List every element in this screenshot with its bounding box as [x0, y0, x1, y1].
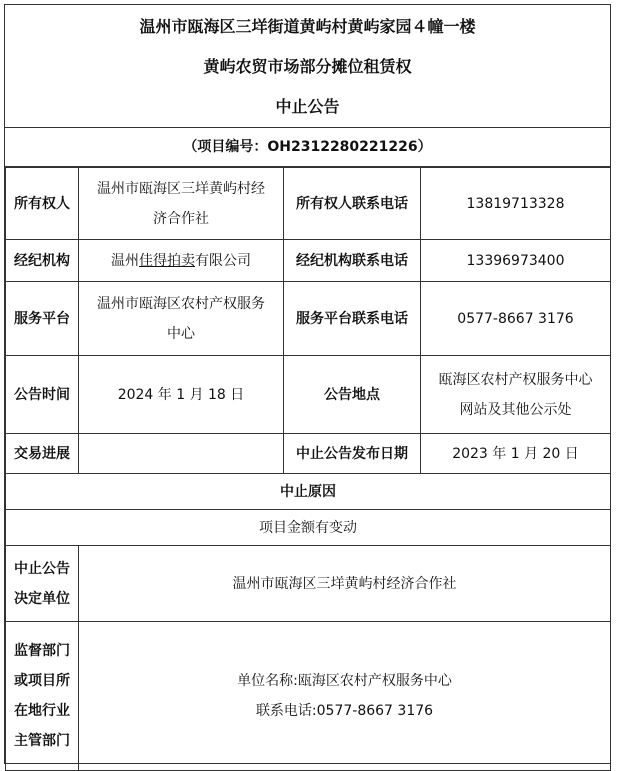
suspend-date-label: 中止公告发布日期	[284, 434, 421, 474]
owner-label: 所有权人	[6, 168, 79, 240]
table-row	[6, 282, 611, 356]
agency-phone: 13396973400	[421, 240, 611, 282]
notice-time: 2024 年 1 月 18 日	[79, 356, 284, 434]
suspend-date: 2023 年 1 月 20 日	[421, 434, 611, 474]
supervisor-label	[6, 622, 79, 771]
table-row	[6, 622, 611, 771]
platform-phone: 0577-8667 3176	[421, 282, 611, 356]
title-line-2: 黄屿农贸市场部分摊位租赁权	[203, 57, 412, 76]
platform-label: 服务平台	[6, 282, 79, 356]
table-row	[6, 240, 611, 282]
agency-value-b: 佳得拍卖	[139, 252, 195, 269]
table-row	[6, 168, 611, 240]
notice-place-label: 公告地点	[284, 356, 421, 434]
title-line-3: 中止公告	[275, 97, 340, 116]
notice-document	[4, 4, 611, 764]
agency-value-c: 有限公司	[195, 252, 251, 269]
agency-label: 经纪机构	[6, 240, 79, 282]
agency-value-a: 温州	[111, 252, 139, 269]
supervisor-name: 单位名称:瓯海区农村产权服务中心	[237, 673, 452, 689]
table-row	[6, 356, 611, 434]
owner-value-line-1: 温州市瓯海区三垟黄屿村经	[97, 180, 265, 197]
reason-header: 中止原因	[6, 474, 611, 510]
notice-place	[421, 356, 611, 434]
notice-header	[5, 7, 610, 128]
supervisor-label-line-3: 在地行业	[14, 703, 70, 719]
notice-table	[5, 167, 611, 771]
notice-place-line-2: 网站及其他公示处	[459, 401, 572, 418]
platform-value-line-1: 温州市瓯海区农村产权服务	[97, 295, 265, 312]
supervisor-phone: 联系电话:0577-8667 3176	[255, 703, 434, 719]
agency-phone-label: 经纪机构联系电话	[284, 240, 421, 282]
owner-value	[79, 168, 284, 240]
table-row	[6, 510, 611, 546]
reason-value: 项目金额有变动	[6, 510, 611, 546]
supervisor-label-line-2: 或项目所	[14, 673, 70, 689]
decision-value: 温州市瓯海区三垟黄屿村经济合作社	[79, 546, 611, 622]
owner-phone-label: 所有权人联系电话	[284, 168, 421, 240]
supervisor-value	[79, 622, 611, 771]
table-row	[6, 434, 611, 474]
owner-phone: 13819713328	[421, 168, 611, 240]
agency-value	[79, 240, 284, 282]
platform-value	[79, 282, 284, 356]
platform-value-line-2: 中心	[167, 325, 195, 342]
title-line-1: 温州市瓯海区三垟街道黄屿村黄屿家园４幢一楼	[139, 17, 476, 36]
decision-label	[6, 546, 79, 622]
decision-label-line-2: 决定单位	[14, 590, 70, 607]
progress-label: 交易进展	[6, 434, 79, 474]
decision-label-line-1: 中止公告	[14, 560, 70, 577]
supervisor-label-line-1: 监督部门	[14, 643, 70, 659]
supervisor-label-line-4: 主管部门	[14, 733, 70, 749]
table-row	[6, 474, 611, 510]
table-row	[6, 546, 611, 622]
notice-time-label: 公告时间	[6, 356, 79, 434]
notice-place-line-1: 瓯海区农村产权服务中心	[438, 371, 593, 388]
project-number: （项目编号：OH2312280221226）	[5, 128, 610, 167]
platform-phone-label: 服务平台联系电话	[284, 282, 421, 356]
owner-value-line-2: 济合作社	[153, 210, 209, 227]
progress-value	[79, 434, 284, 474]
